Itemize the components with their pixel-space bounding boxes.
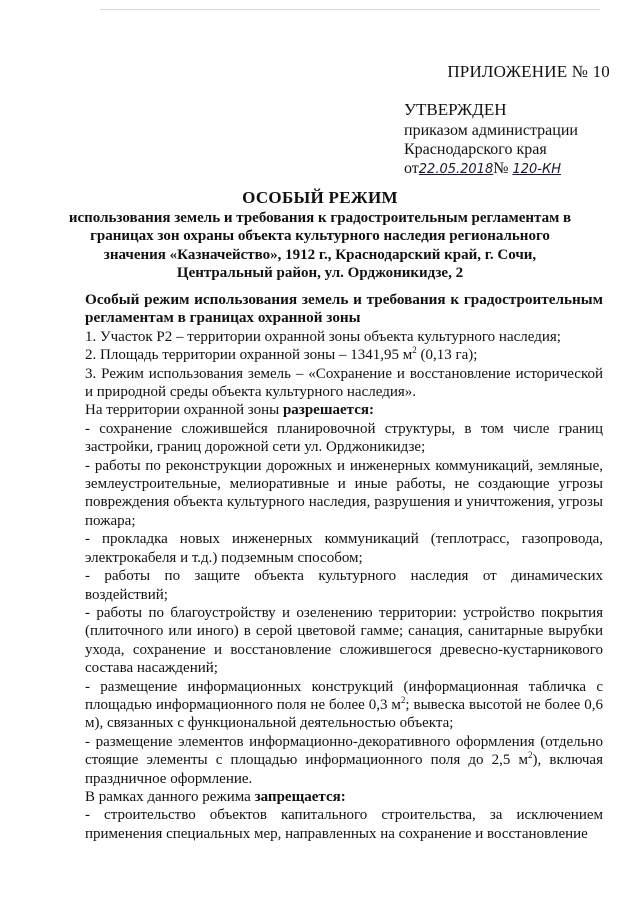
document-title-block: [60, 188, 580, 282]
allowed-item: - прокладка новых инженерных коммуникаций (теплотрасс, газопровода, электрокабеля и т.д.) подземным способом;: [85, 531, 603, 566]
allowed-item: - работы по реконструкции дорожных и инженерных коммуникаций, земляные, землеустроительные, мелиоративные и иные работы, не создающие угрозы повреждения объекта культурного наследия, разрушения и уничтожения, угрозы пожара;: [85, 457, 603, 529]
approval-line-2: Краснодарского края: [404, 141, 547, 158]
item-2: [85, 346, 603, 364]
forbidden-keyword: запрещается:: [254, 788, 346, 805]
handwritten-number: 120-КН: [512, 162, 561, 177]
approval-line-1: приказом администрации: [404, 122, 578, 139]
appendix-label: ПРИЛОЖЕНИЕ № 10: [447, 62, 610, 81]
date-prefix: от: [404, 160, 419, 177]
allowed-6-text: - размещение информационных конструкций (информационная табличка с площадью информационного поля не более 0,3 м: [85, 678, 603, 713]
allowed-item-decor: [85, 733, 603, 788]
item-2-suffix: (0,13 га);: [416, 347, 478, 364]
handwritten-date: 22.05.2018: [418, 162, 494, 177]
allowed-intro: [85, 401, 603, 419]
document-subtitle: использования земель и требования к градостроительным регламентам в границах зон охраны объекта культурного наследия регионального значения «Казначейство», 1912 г., Краснодарский край, г. Сочи, Центральный район, ул. Орджоникидзе, 2: [68, 210, 572, 281]
allowed-intro-text: На территории охранной зоны: [85, 402, 283, 419]
document-title: ОСОБЫЙ РЕЖИМ: [242, 188, 398, 207]
item-2-text: 2. Площадь территории охранной зоны – 1341,95 м: [85, 347, 413, 364]
number-prefix: №: [493, 160, 509, 177]
approval-heading: УТВЕРЖДЕН: [404, 100, 507, 119]
allowed-keyword: разрешается:: [282, 402, 374, 419]
approval-date-line: [404, 159, 619, 179]
section-heading: Особый режим использования земель и требования к градостроительным регламентам в границах охранной зоны: [85, 291, 603, 327]
approval-block: [404, 100, 619, 179]
allowed-7-suffix: ), включая праздничное оформление.: [85, 752, 603, 787]
forbidden-item: - строительство объектов капитального строительства, за исключением применения специальных мер, направленных на сохранение и восстановление: [85, 807, 603, 842]
allowed-7-sup: 2: [528, 750, 533, 761]
allowed-7-text: - размещение элементов информационно-декоративного оформления (отдельно стоящие элементы с площадью информационного поля до 2,5 м: [85, 733, 603, 769]
allowed-item: - сохранение сложившейся планировочной структуры, в том числе границ застройки, границ дорожной сети ул. Орджоникидзе;: [85, 420, 603, 456]
allowed-6-suffix: ; вывеска высотой не более 0,6 м), связанных с функциональной деятельностью объекта;: [85, 696, 604, 732]
item-3: 3. Режим использования земель – «Сохранение и восстановление исторической и природной среды объекта культурного наследия».: [85, 365, 603, 401]
item-2-sup: 2: [412, 345, 417, 356]
item-1: 1. Участок Р2 – территории охранной зоны объекта культурного наследия;: [85, 328, 561, 345]
forbidden-intro: [85, 788, 603, 806]
scan-edge-line: [100, 9, 600, 10]
forbidden-intro-text: В рамках данного режима: [85, 788, 255, 805]
document-body: [85, 291, 603, 843]
allowed-item: - работы по защите объекта культурного наследия от динамических воздействий;: [85, 568, 603, 603]
allowed-item: - работы по благоустройству и озеленению территории: устройство покрытия (плиточного или иного) в серой цветовой гамме; санация, санитарные вырубки ухода, сохранение и восстановление сложившегося древесно-кустарникового состава насаждений;: [85, 604, 603, 677]
allowed-item-signage: [85, 678, 603, 733]
allowed-6-sup: 2: [400, 694, 406, 705]
